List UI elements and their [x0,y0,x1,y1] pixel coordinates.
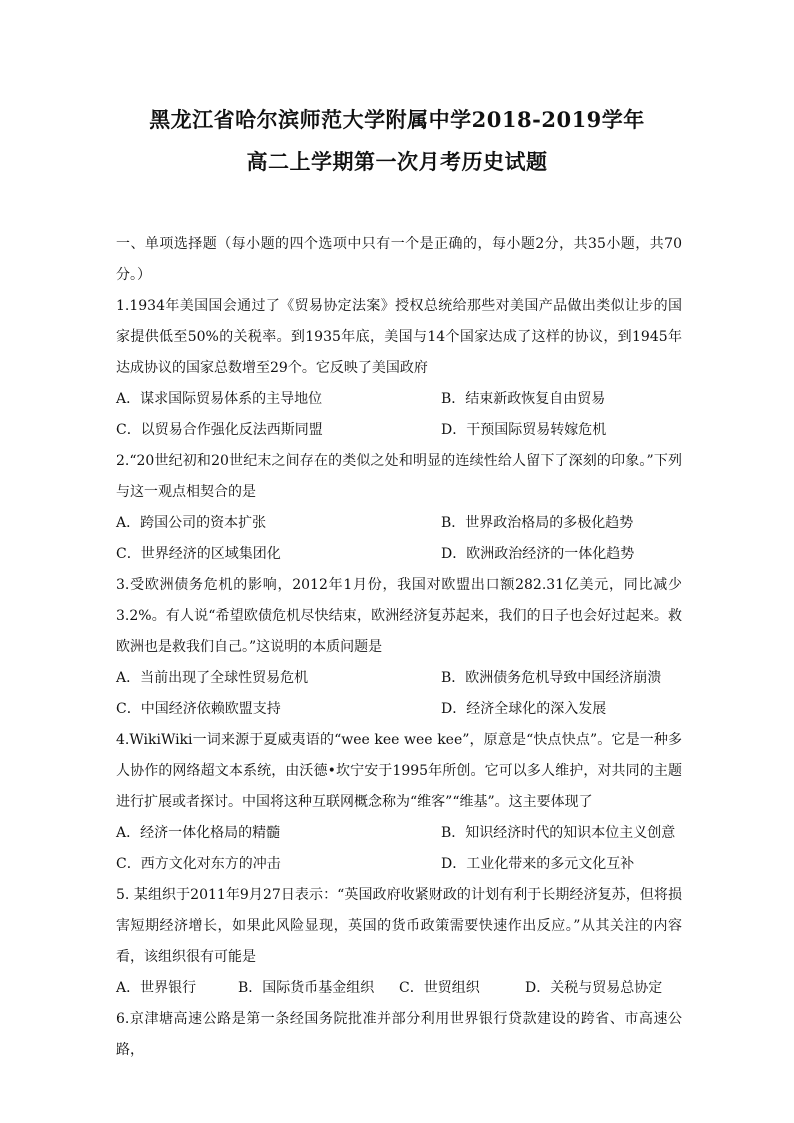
option-a: A．当前出现了全球性贸易危机 [116,670,309,686]
option-b: B．世界政治格局的多极化趋势 [441,515,634,531]
option-d: D．经济全球化的深入发展 [441,701,607,717]
option-a: A．世界银行 [116,980,197,996]
options-row [116,818,682,849]
question-stem-2: 2.“20世纪初和20世纪末之间存在的类似之处和明显的连续性给人留下了深刻的印象。”下列与这一观点相契合的是 [116,453,682,500]
option-c: C．中国经济依赖欧盟支持 [116,701,281,717]
question-stem-3: 3.受欧洲债务危机的影响，2012年1月份，我国对欧盟出口额282.31亿美元，同比减少3.2%。有人说“希望欧债危机尽快结束，欧洲经济复苏起来，我们的日子也会好过起来。救欧洲也是救我们自己。”这说明的本质问题是 [116,577,682,655]
option-c: C．以贸易合作强化反法西斯同盟 [116,422,323,438]
exam-content [116,229,682,1066]
question-stem-6: 6.京津塘高速公路是第一条经国务院批准并部分利用世界银行贷款建设的跨省、市高速公路， [116,1011,682,1058]
question-stem-1: 1.1934年美国国会通过了《贸易协定法案》授权总统给那些对美国产品做出类似让步的国家提供低至50%的关税率。到1935年底，美国与14个国家达成了这样的协议，到1945年达成协议的国家总数增至29个。它反映了美国政府 [116,298,682,376]
options-row [116,539,682,570]
option-d: D．干预国际贸易转嫁危机 [441,422,607,438]
option-b: B．国际货币基金组织 [238,980,375,996]
options-row [116,973,682,1004]
options-row [116,384,682,415]
option-a: A．谋求国际贸易体系的主导地位 [116,391,323,407]
section-heading: 一、单项选择题（每小题的四个选项中只有一个是正确的，每小题2分，共35小题，共70分。） [116,236,682,283]
option-a: A．跨国公司的资本扩张 [116,515,267,531]
question-stem-4: 4.WikiWiki一词来源于夏威夷语的“wee kee wee kee”，原意是“快点快点”。它是一种多人协作的网络超文本系统，由沃德•坎宁安于1995年所创。它可以多人维护，对共同的主题进行扩展或者探讨。中国将这种互联网概念称为“维客”“维基”。这主要体现了 [116,732,682,810]
option-d: D．欧洲政治经济的一体化趋势 [441,546,635,562]
option-b: B．欧洲债务危机导致中国经济崩溃 [441,670,662,686]
option-c: C．西方文化对东方的冲击 [116,856,281,872]
option-b: B．结束新政恢复自由贸易 [441,391,606,407]
question-stem-5: 5. 某组织于2011年9月27日表示：“英国政府收紧财政的计划有利于长期经济复苏，但将损害短期经济增长，如果此风险显现，英国的货币政策需要快速作出反应。”从其关注的内容看，该组织很有可能是 [116,887,682,965]
document-title-line2: 高二上学期第一次月考历史试题 [246,149,548,174]
options-row [116,508,682,539]
option-d: D．关税与贸易总协定 [525,980,663,996]
document-title-line1: 黑龙江省哈尔滨师范大学附属中学2018-2019学年 [149,107,645,132]
option-c: C．世界经济的区域集团化 [116,546,281,562]
option-a: A．经济一体化格局的精髓 [116,825,281,841]
option-d: D．工业化带来的多元文化互补 [441,856,635,872]
options-row [116,694,682,725]
option-b: B．知识经济时代的知识本位主义创意 [441,825,676,841]
option-c: C．世贸组织 [399,980,480,996]
options-row [116,663,682,694]
options-row [116,849,682,880]
options-row [116,415,682,446]
